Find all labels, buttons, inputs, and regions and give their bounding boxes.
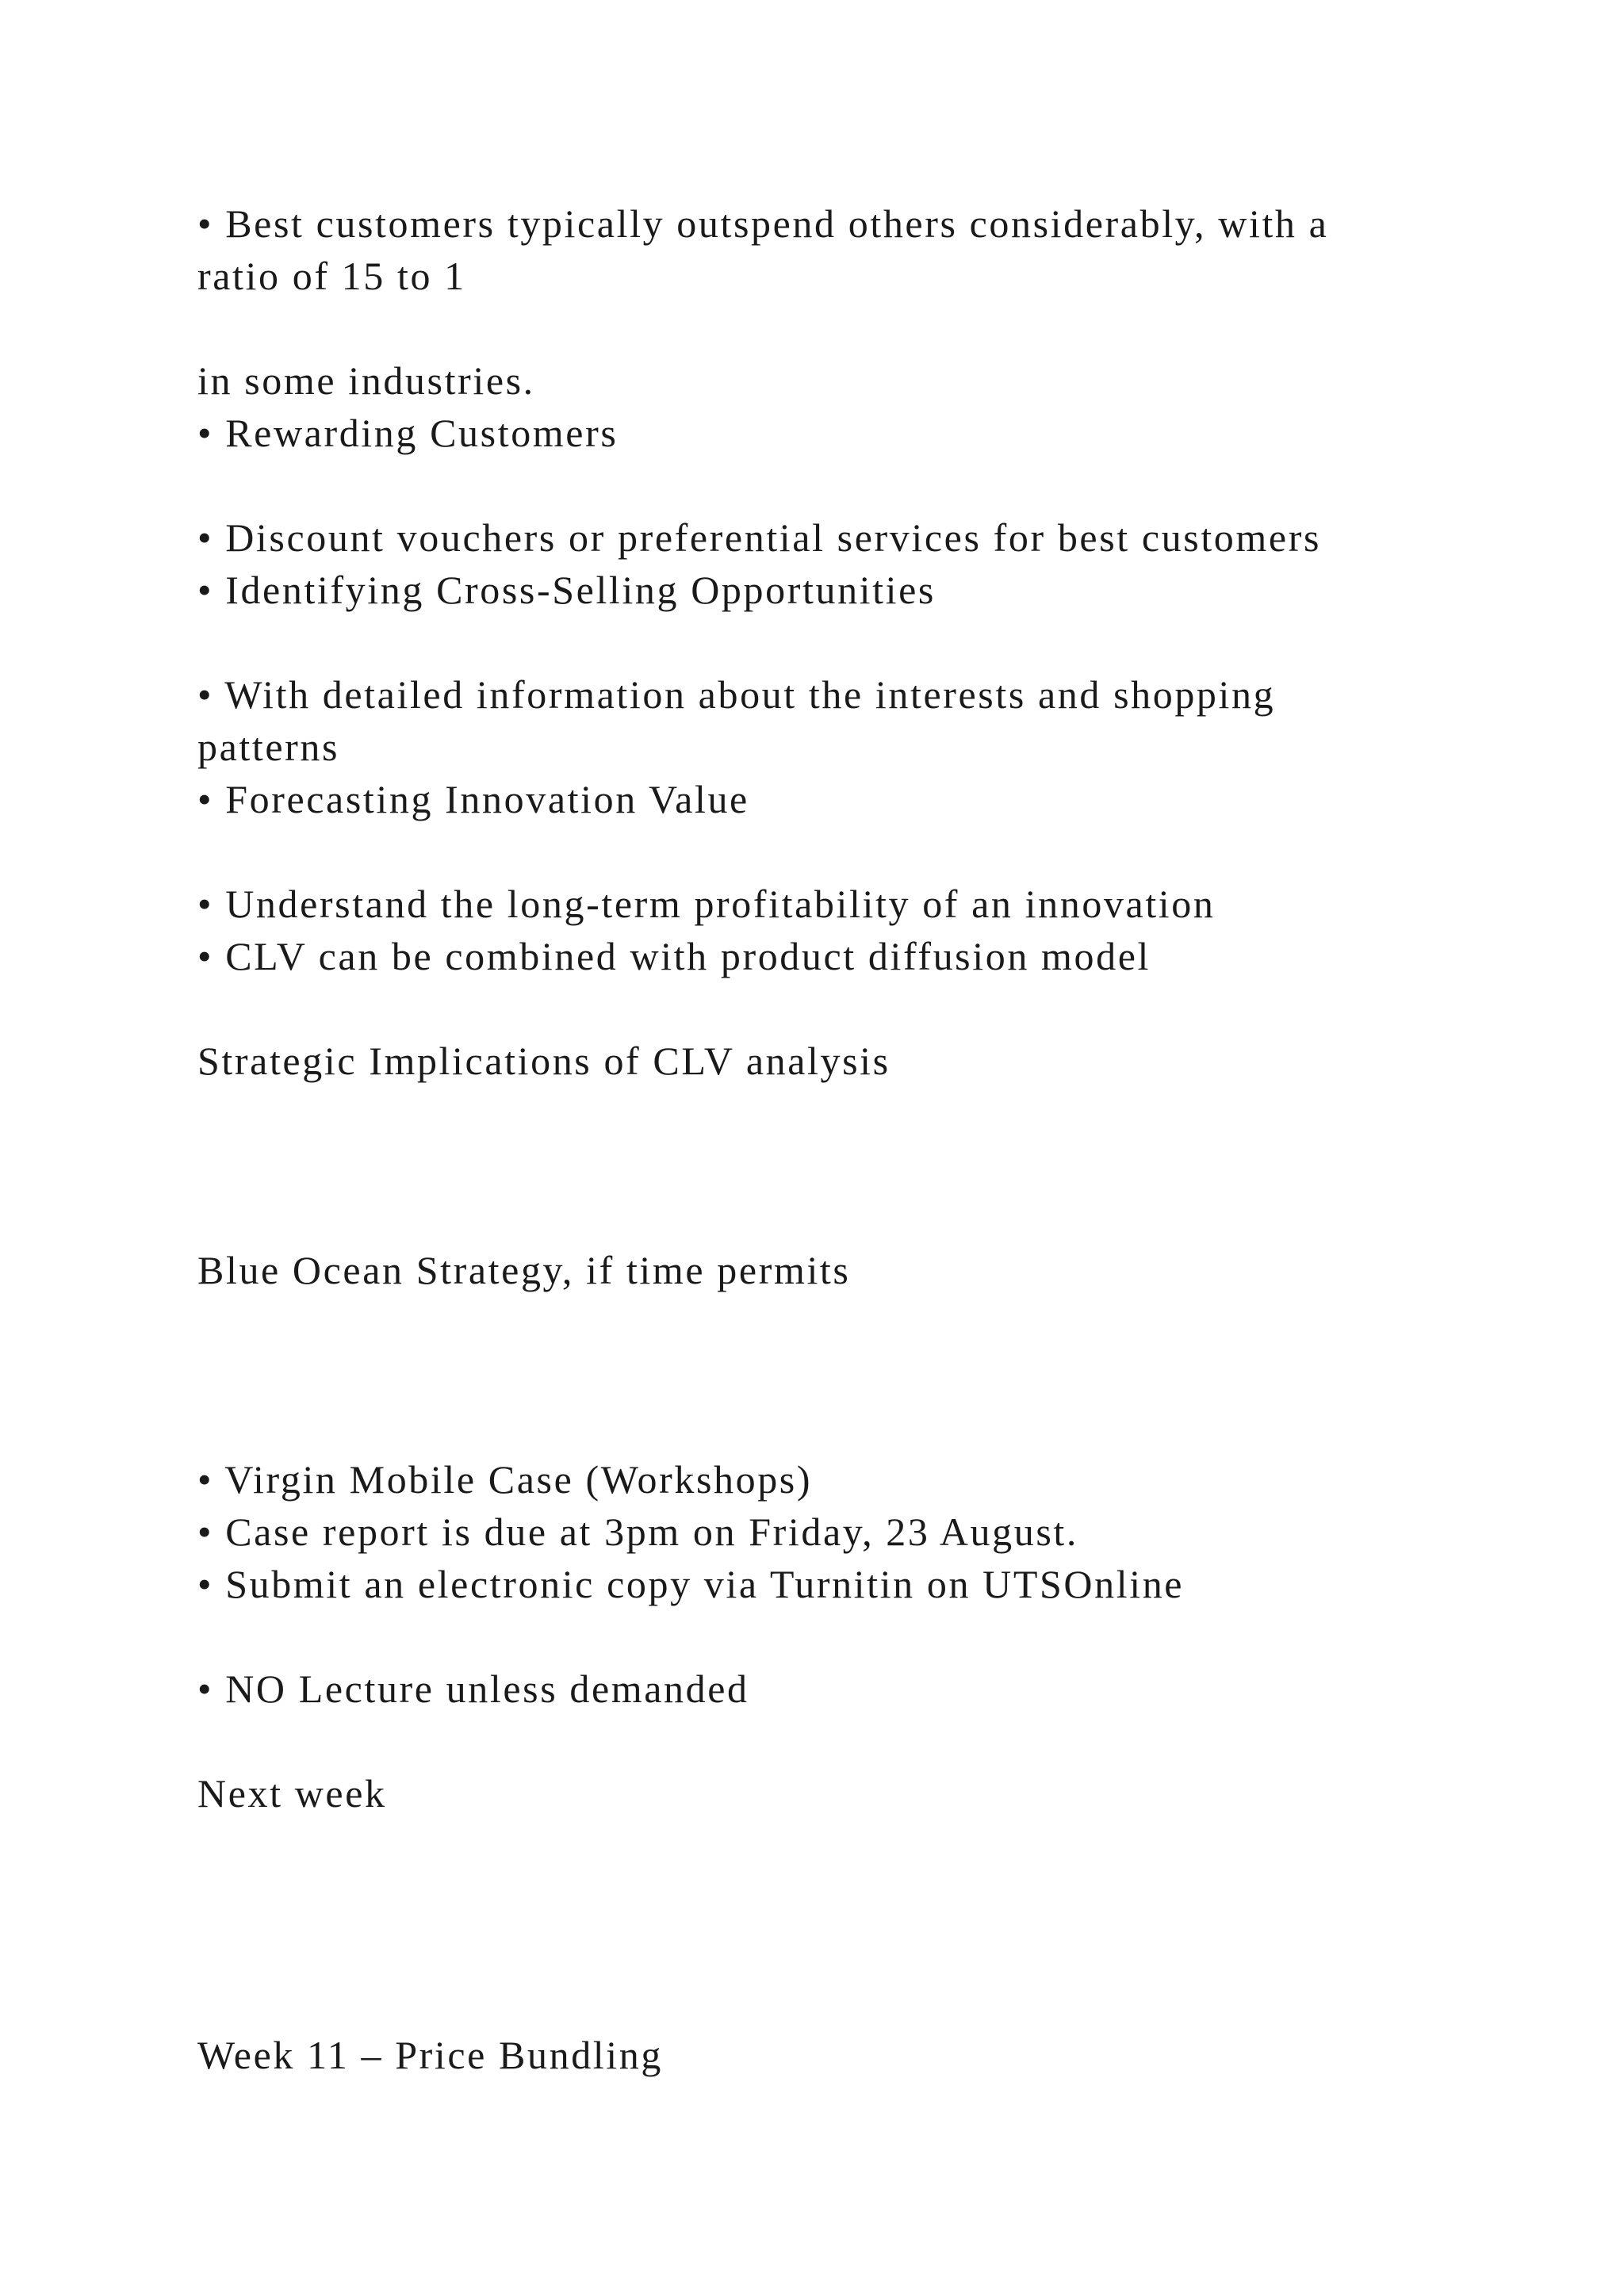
bullet-case-report-due: • Case report is due at 3pm on Friday, 23 August. bbox=[197, 1510, 1078, 1554]
bullet-no-lecture: • NO Lecture unless demanded bbox=[197, 1667, 749, 1711]
bullet-forecasting-innovation: • Forecasting Innovation Value bbox=[197, 777, 749, 821]
heading-week-11: Week 11 – Price Bundling bbox=[197, 2033, 663, 2077]
text-some-industries: in some industries. bbox=[197, 358, 535, 403]
bullet-cross-selling: • Identifying Cross-Selling Opportunities bbox=[197, 568, 936, 612]
bullet-long-term-profitability: • Understand the long-term profitability of an innovation bbox=[197, 882, 1216, 926]
bullet-virgin-mobile: • Virgin Mobile Case (Workshops) bbox=[197, 1457, 813, 1502]
heading-next-week: Next week bbox=[197, 1771, 387, 1816]
bullet-discount-vouchers: • Discount vouchers or preferential services for best customers bbox=[197, 515, 1321, 560]
bullet-clv-diffusion: • CLV can be combined with product diffusion model bbox=[197, 934, 1151, 978]
bullet-best-customers-line2: ratio of 15 to 1 bbox=[197, 254, 466, 298]
bullet-detailed-information-line2: patterns bbox=[197, 725, 340, 769]
bullet-best-customers-line1: • Best customers typically outspend others considerably, with a bbox=[197, 201, 1329, 246]
heading-blue-ocean: Blue Ocean Strategy, if time permits bbox=[197, 1248, 851, 1292]
bullet-submit-turnitin: • Submit an electronic copy via Turnitin on UTSOnline bbox=[197, 1562, 1185, 1606]
bullet-detailed-information-line1: • With detailed information about the interests and shopping bbox=[197, 672, 1276, 717]
heading-strategic-implications: Strategic Implications of CLV analysis bbox=[197, 1039, 891, 1083]
bullet-rewarding-customers: • Rewarding Customers bbox=[197, 411, 619, 455]
